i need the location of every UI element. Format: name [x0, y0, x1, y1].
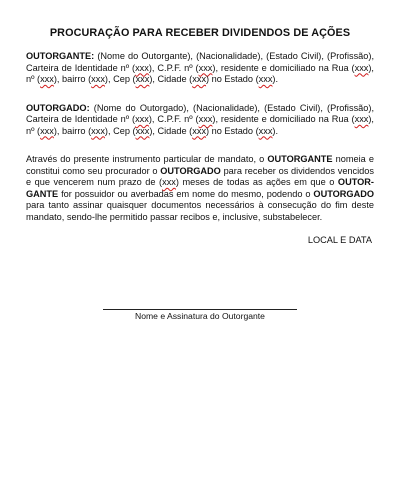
outorgado-text: ), C.P.F. nº (	[148, 114, 199, 124]
placeholder-estado: xxx	[258, 125, 273, 136]
placeholder-bairro: xxx	[91, 74, 105, 84]
mandate-text: nomeia e constitui como seu procurador o	[26, 154, 374, 176]
placeholder-identidade: xxx	[135, 62, 149, 73]
mandate-text: for possuidor ou averbadas em nome do mesmo, podendo o	[58, 188, 314, 199]
mandate-text: para receber os dividendos vencidos e que vencerem num prazo de (	[26, 165, 374, 187]
mandate-paragraph	[26, 154, 374, 223]
outorgante-label: OUTORGANTE:	[26, 51, 95, 61]
mandate-text: Através do presente instrumento particular de mandato, o	[26, 154, 268, 164]
placeholder-cpf: xxx	[198, 114, 213, 124]
outorgante-text: ), bairro (	[53, 74, 92, 84]
placeholder-identidade: xxx	[135, 114, 149, 124]
outorgante-text: ), nº (	[26, 62, 374, 84]
mandate-bold-term: OUTOR-GANTE	[26, 177, 374, 199]
placeholder-bairro: xxx	[91, 125, 105, 136]
outorgante-text: ), C.P.F. nº (	[148, 62, 199, 73]
placeholder-cep: xxx	[135, 74, 150, 84]
mandate-bold-term: OUTORGADO	[313, 188, 374, 199]
placeholder-estado: xxx	[258, 74, 273, 84]
signature-label: Nome e Assinatura do Outorgante	[135, 311, 265, 321]
mandate-text: para tanto assinar quaisquer documentos necessários à consecução do fim deste mandato, sendo-lhe permitido passar recibos e, inclusive, substabelecer.	[26, 200, 374, 222]
signature-line	[103, 309, 297, 310]
document-title: PROCURAÇÃO PARA RECEBER DIVIDENDOS DE AÇÕES	[49, 27, 351, 39]
document-page	[26, 0, 374, 223]
placeholder-rua: xxx	[354, 114, 369, 124]
mandate-bold-term: OUTORGADO	[160, 165, 221, 176]
placeholder-numero: xxx	[40, 125, 54, 136]
outorgado-text: (Nome do Outorgado), (Nacionalidade), (Estado Civil), (Profissão), Carteira de Identidade nº (	[26, 102, 374, 124]
local-e-data: LOCAL E DATA	[307, 235, 372, 245]
outorgado-paragraph	[26, 103, 374, 138]
outorgado-text: ), Cep (	[104, 125, 136, 136]
outorgante-text: ).	[272, 74, 279, 84]
outorgante-text: ) no Estado (	[206, 74, 259, 84]
outorgado-label: OUTORGADO:	[26, 102, 90, 113]
outorgado-text: ).	[272, 125, 279, 136]
outorgante-text: (Nome do Outorgante), (Nacionalidade), (Estado Civil), (Profissão), Carteira de Identidade nº (	[26, 51, 374, 73]
outorgante-paragraph	[26, 51, 374, 86]
mandate-text: ) meses de todas as ações em que o	[175, 177, 338, 187]
placeholder-cpf: xxx	[198, 62, 213, 73]
placeholder-numero: xxx	[40, 74, 54, 84]
outorgante-text: ), Cidade (	[149, 74, 193, 84]
placeholder-cidade: xxx	[192, 74, 207, 84]
outorgado-text: ) no Estado (	[206, 125, 259, 136]
placeholder-prazo: xxx	[162, 177, 176, 187]
outorgante-text: ), Cep (	[104, 74, 136, 84]
mandate-bold-term: OUTORGANTE	[267, 154, 333, 164]
outorgado-text: ), bairro (	[53, 125, 92, 136]
placeholder-cep: xxx	[135, 125, 150, 136]
placeholder-cidade: xxx	[192, 125, 207, 136]
outorgante-text: ), residente e domiciliado na Rua (	[212, 62, 355, 73]
placeholder-rua: xxx	[354, 62, 369, 73]
outorgado-text: ), Cidade (	[149, 125, 193, 136]
outorgado-text: ), residente e domiciliado na Rua (	[212, 114, 355, 124]
outorgado-text: ), nº (	[26, 114, 374, 136]
